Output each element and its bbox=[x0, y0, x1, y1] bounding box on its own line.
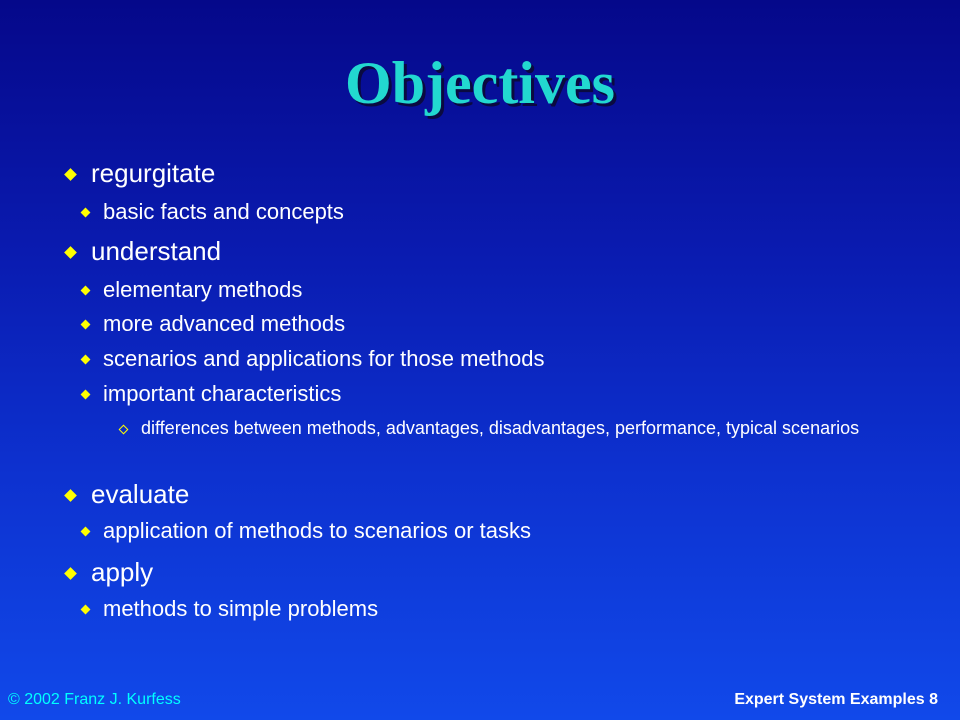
diamond-bullet-icon bbox=[81, 605, 91, 615]
diamond-bullet-icon bbox=[81, 286, 91, 296]
sub-bullet-text: more advanced methods bbox=[103, 311, 346, 336]
diamond-bullet-icon bbox=[64, 567, 77, 580]
bullet-item bbox=[64, 236, 222, 266]
footer-copyright: © 2002 Franz J. Kurfess bbox=[8, 691, 181, 708]
diamond-bullet-icon bbox=[64, 168, 77, 181]
bullet-item bbox=[64, 479, 190, 509]
diamond-bullet-icon bbox=[64, 246, 77, 259]
footer-course-page bbox=[734, 691, 938, 709]
bullet-text: evaluate bbox=[91, 479, 190, 509]
sub-bullet-text: important characteristics bbox=[103, 381, 342, 406]
bullet-item bbox=[64, 158, 216, 188]
sub-bullet-item bbox=[80, 346, 545, 372]
sub-bullet-item bbox=[80, 381, 342, 407]
sub-bullet-item bbox=[80, 311, 346, 337]
sub-bullet-text: methods to simple problems bbox=[103, 596, 379, 621]
sub-bullet-item bbox=[80, 596, 379, 622]
sub-bullet-item bbox=[80, 199, 344, 225]
diamond-bullet-icon bbox=[81, 390, 91, 400]
footer-course-title: Expert System Examples bbox=[734, 691, 925, 708]
sub-sub-bullet-text: differences between methods, advantages, disadvantages, performance, typical scenarios bbox=[141, 418, 860, 438]
diamond-bullet-icon bbox=[81, 527, 91, 537]
bullet-item bbox=[64, 557, 154, 587]
sub-bullet-item bbox=[80, 277, 303, 303]
diamond-bullet-icon bbox=[64, 489, 77, 502]
sub-sub-bullet-item bbox=[118, 420, 921, 440]
bullet-text: regurgitate bbox=[91, 158, 216, 188]
bullet-text: understand bbox=[91, 236, 222, 266]
diamond-bullet-icon bbox=[81, 208, 91, 218]
slide-title: Objectives bbox=[345, 50, 615, 116]
sub-bullet-text: application of methods to scenarios or tasks bbox=[103, 518, 532, 543]
diamond-bullet-icon bbox=[81, 355, 91, 365]
footer-page-number: 8 bbox=[929, 691, 938, 708]
sub-bullet-text: scenarios and applications for those methods bbox=[103, 346, 545, 371]
sub-bullet-text: elementary methods bbox=[103, 277, 303, 302]
sub-bullet-item bbox=[80, 518, 532, 544]
diamond-bullet-icon bbox=[81, 320, 91, 330]
sub-bullet-text: basic facts and concepts bbox=[103, 199, 344, 224]
hollow-diamond-bullet-icon bbox=[119, 425, 129, 435]
bullet-text: apply bbox=[91, 557, 154, 587]
